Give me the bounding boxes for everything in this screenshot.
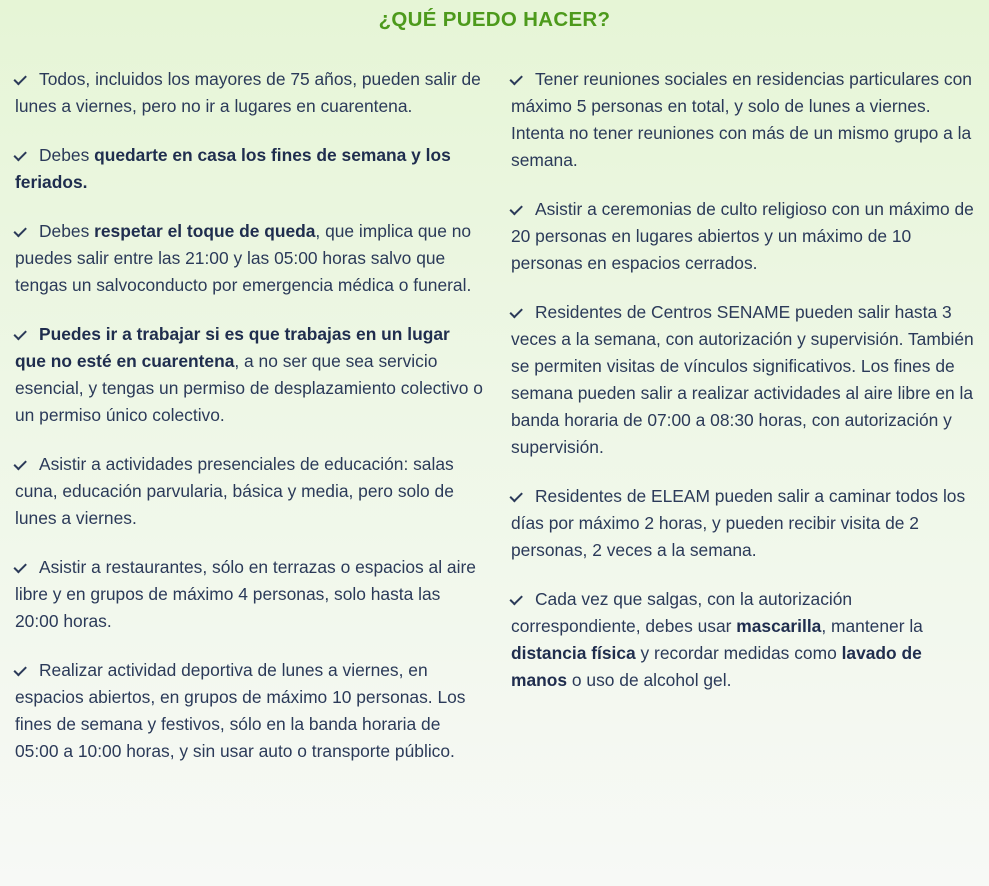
left-column: [15, 66, 485, 787]
checkmark-icon: [509, 305, 522, 318]
item-text: Residentes de Centros SENAME pueden salir hasta 3 veces a la semana, con autorización y supervisión. También se permiten visitas de vínculos significativos. Los fines de semana pueden salir a realizar actividades al aire libre en la banda horaria de 07:00 a 08:30 horas, con autorización y supervisión.: [511, 302, 974, 457]
checkmark-icon: [13, 327, 26, 340]
list-item: [15, 451, 485, 532]
item-text: Asistir a ceremonias de culto religioso con un máximo de 20 personas en lugares abiertos y un máximo de 10 personas en espacios cerrados.: [511, 199, 974, 273]
item-text: o uso de alcohol gel.: [567, 670, 732, 690]
bold-text: Puedes ir a trabajar si es que trabajas en un lugar que no esté en cuarentena: [15, 324, 450, 371]
checkmark-icon: [509, 592, 522, 605]
list-item: [15, 657, 485, 765]
list-item: [15, 142, 485, 196]
bold-text: distancia física: [511, 643, 636, 663]
list-item: [511, 586, 977, 694]
list-item: [511, 196, 977, 277]
checkmark-icon: [509, 202, 522, 215]
bold-text: quedarte en casa los fines de semana y los feriados.: [15, 145, 451, 192]
list-item: [15, 66, 485, 120]
item-text: Asistir a actividades presenciales de educación: salas cuna, educación parvularia, básica y media, pero solo de lunes a viernes.: [15, 454, 454, 528]
checkmark-icon: [13, 457, 26, 470]
item-text: Residentes de ELEAM pueden salir a caminar todos los días por máximo 2 horas, y pueden recibir visita de 2 personas, 2 veces a la semana.: [511, 486, 966, 560]
checkmark-icon: [13, 560, 26, 573]
list-item: [511, 483, 977, 564]
page-title: ¿QUÉ PUEDO HACER?: [378, 8, 611, 31]
list-item: [15, 218, 485, 299]
checkmark-icon: [13, 224, 26, 237]
bold-text: lavado de manos: [511, 643, 922, 690]
item-text: Debes: [39, 145, 95, 165]
item-text: Tener reuniones sociales en residencias particulares con máximo 5 personas en total, y solo de lunes a viernes. Intenta no tener reuniones con más de un mismo grupo a la semana.: [511, 69, 972, 170]
item-text: y recordar medidas como: [635, 643, 842, 663]
checkmark-icon: [509, 72, 522, 85]
list-item: [15, 321, 485, 429]
checkmark-icon: [13, 663, 26, 676]
checkmark-icon: [13, 148, 26, 161]
item-text: Asistir a restaurantes, sólo en terrazas o espacios al aire libre y en grupos de máximo 4 personas, solo hasta las 20:00 horas.: [15, 557, 476, 631]
item-text: , que implica que no puedes salir entre las 21:00 y las 05:00 horas salvo que tengas un salvoconducto por emergencia médica o funeral.: [15, 221, 472, 295]
list-item: [511, 66, 977, 174]
list-item: [15, 554, 485, 635]
checkmark-icon: [13, 72, 26, 85]
checkmark-icon: [509, 489, 522, 502]
right-column: [511, 66, 977, 716]
list-item: [511, 299, 977, 461]
bold-text: respetar el toque de queda: [94, 221, 316, 241]
item-text: Cada vez que salgas, con la autorización correspondiente, debes usar: [511, 589, 853, 636]
item-text: , mantener la: [821, 616, 923, 636]
item-text: Todos, incluidos los mayores de 75 años, pueden salir de lunes a viernes, pero no ir a lugares en cuarentena.: [15, 69, 481, 116]
bold-text: mascarilla: [736, 616, 822, 636]
item-text: Debes: [39, 221, 95, 241]
item-text: Realizar actividad deportiva de lunes a viernes, en espacios abiertos, en grupos de máximo 10 personas. Los fines de semana y festivos, sólo en la banda horaria de 05:00 a 10:00 horas, y sin usar auto o transporte público.: [15, 660, 466, 761]
item-text: , a no ser que sea servicio esencial, y tengas un permiso de desplazamiento colectivo o un permiso único colectivo.: [15, 351, 483, 425]
